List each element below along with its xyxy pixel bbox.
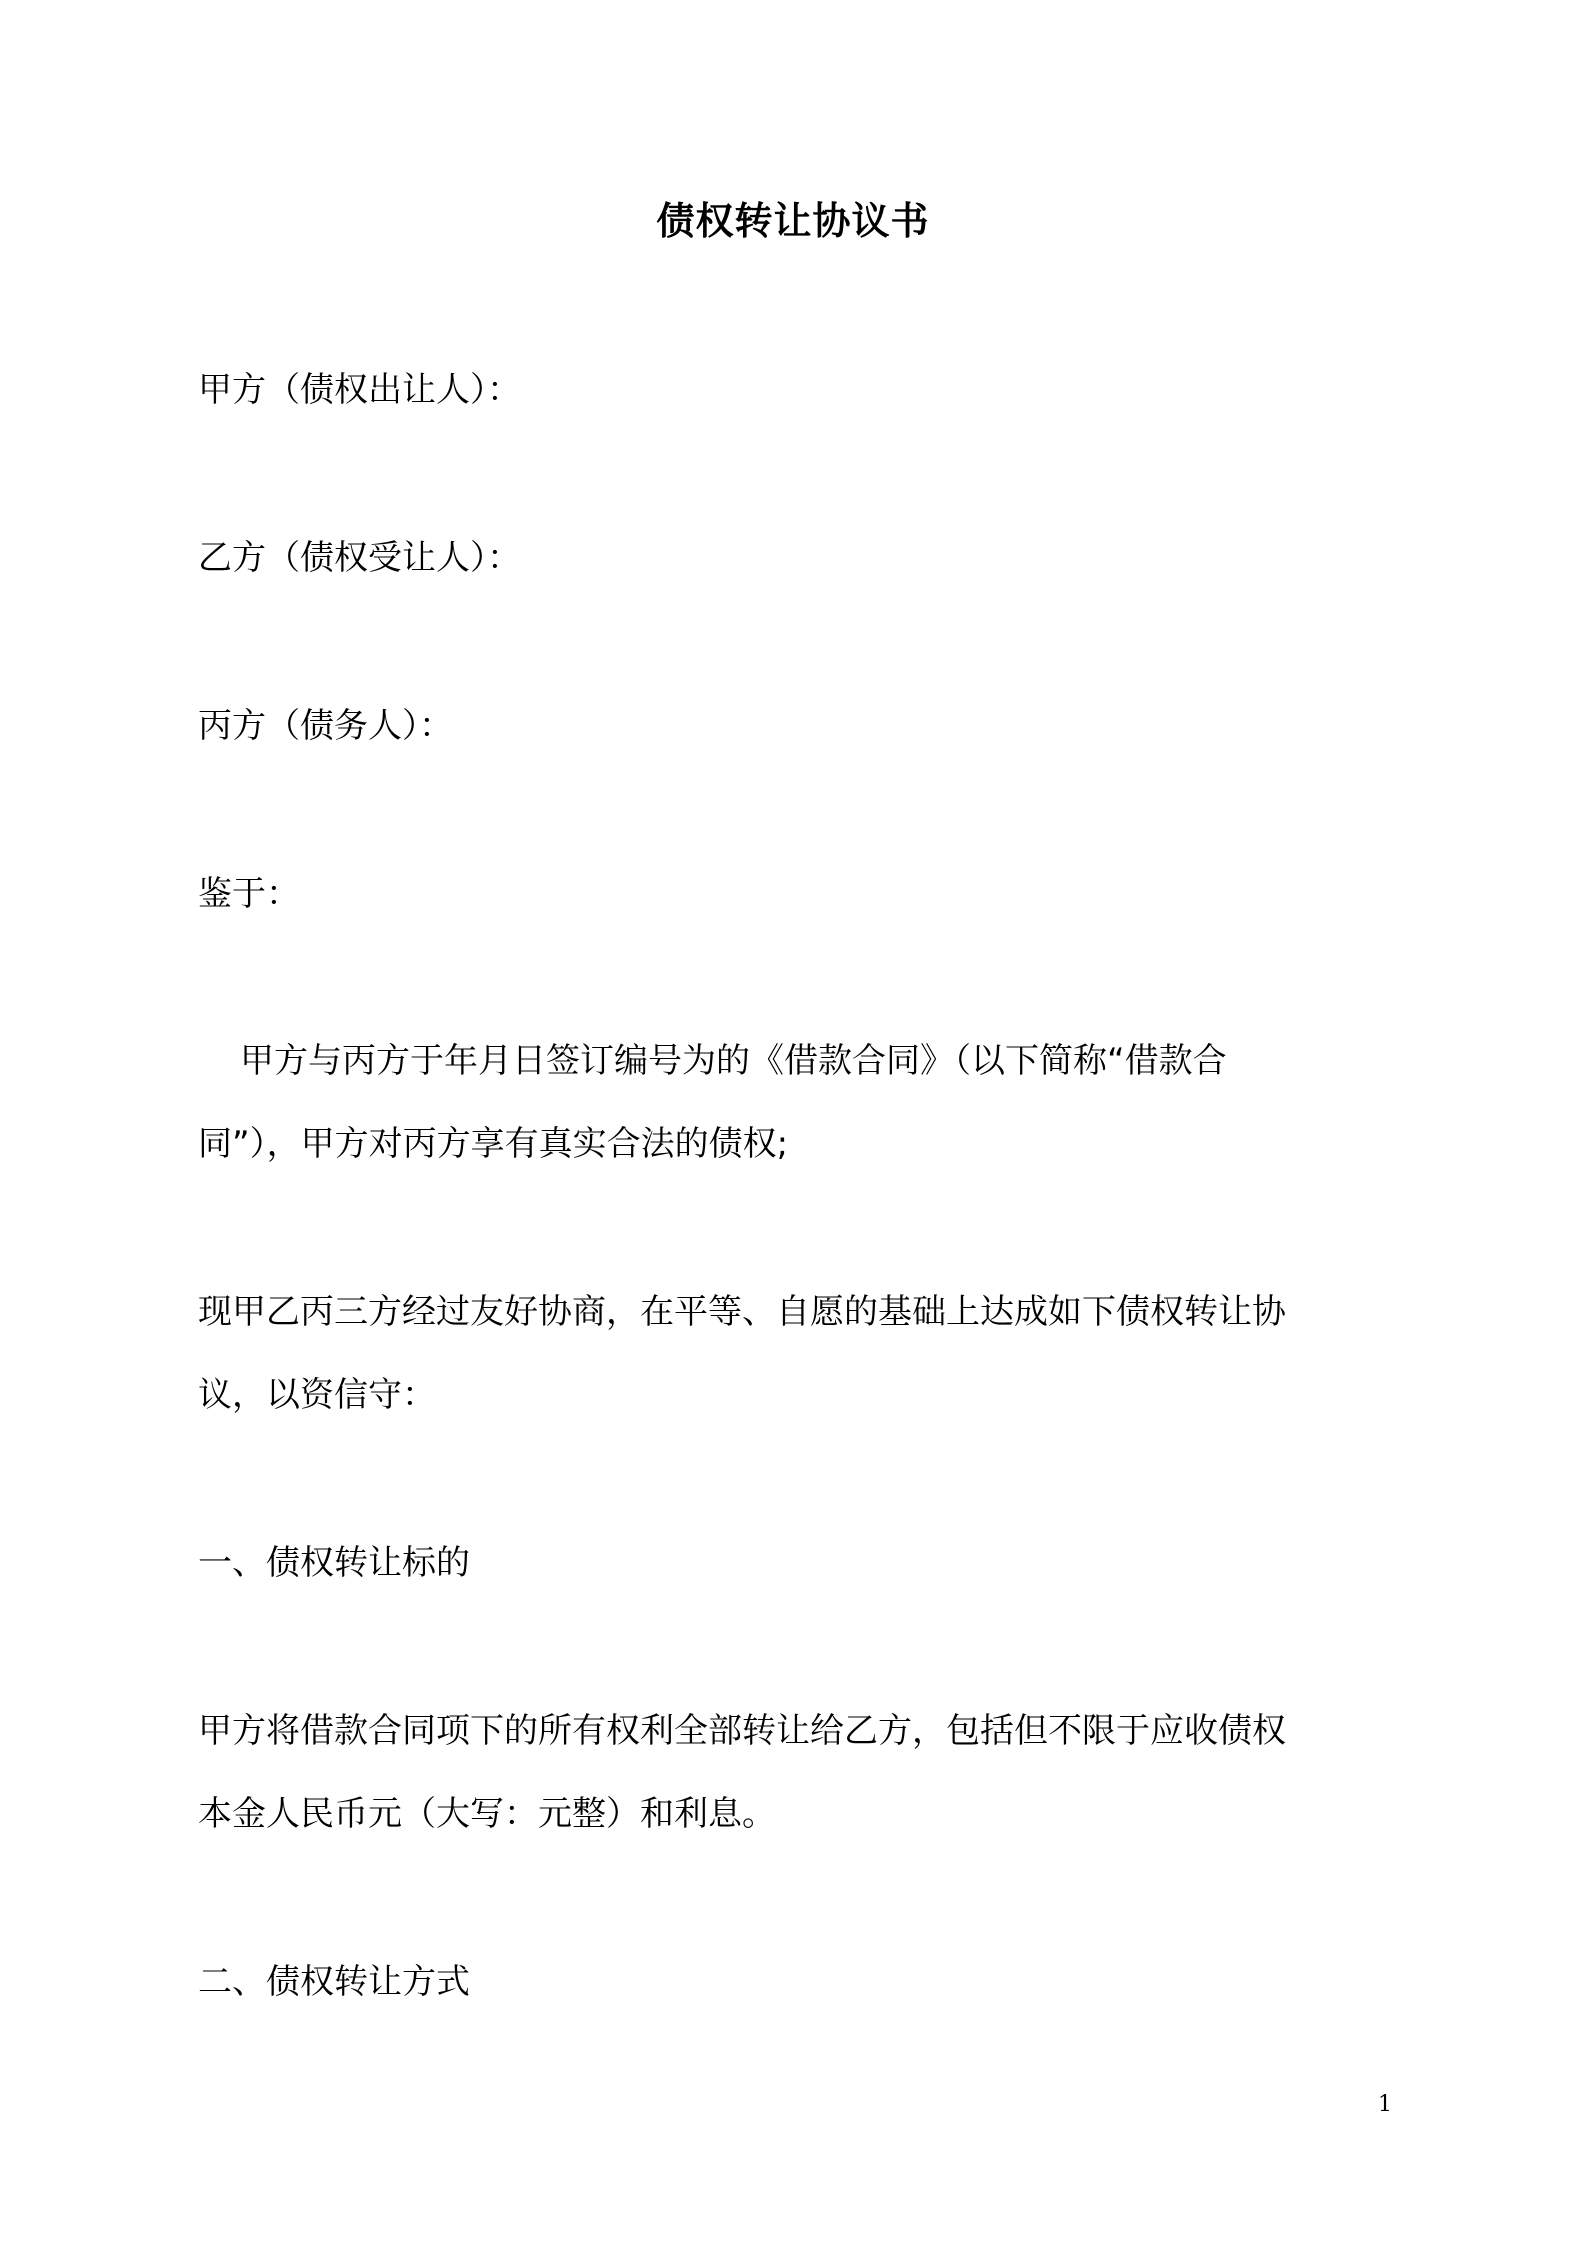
page-number: 1 (1378, 2092, 1392, 2117)
section-1-heading: 一、债权转让标的 (198, 1543, 470, 1583)
section-1-line-1: 甲方将借款合同项下的所有权利全部转让给乙方，包括但不限于应收债权 (198, 1711, 1286, 1751)
recital-2-line-1: 现甲乙丙三方经过友好协商，在平等、自愿的基础上达成如下债权转让协 (198, 1292, 1286, 1332)
recital-1-line-1: 甲方与丙方于年月日签订编号为的《借款合同》（以下简称“借款合 (240, 1041, 1227, 1081)
party-c-line: 丙方（债务人）： (198, 706, 453, 746)
section-2-heading: 二、债权转让方式 (198, 1962, 470, 2002)
document-title: 债权转让协议书 (656, 199, 930, 243)
whereas-heading: 鉴于： (198, 874, 300, 914)
recital-2-line-2: 议，以资信守： (198, 1375, 436, 1415)
party-b-line: 乙方（债权受让人）： (198, 538, 521, 578)
recital-1-line-2: 同”），甲方对丙方享有真实合法的债权; (198, 1124, 789, 1164)
party-a-line: 甲方（债权出让人）： (198, 370, 521, 410)
section-1-line-2: 本金人民币元（大写：元整）和利息。 (198, 1794, 776, 1834)
